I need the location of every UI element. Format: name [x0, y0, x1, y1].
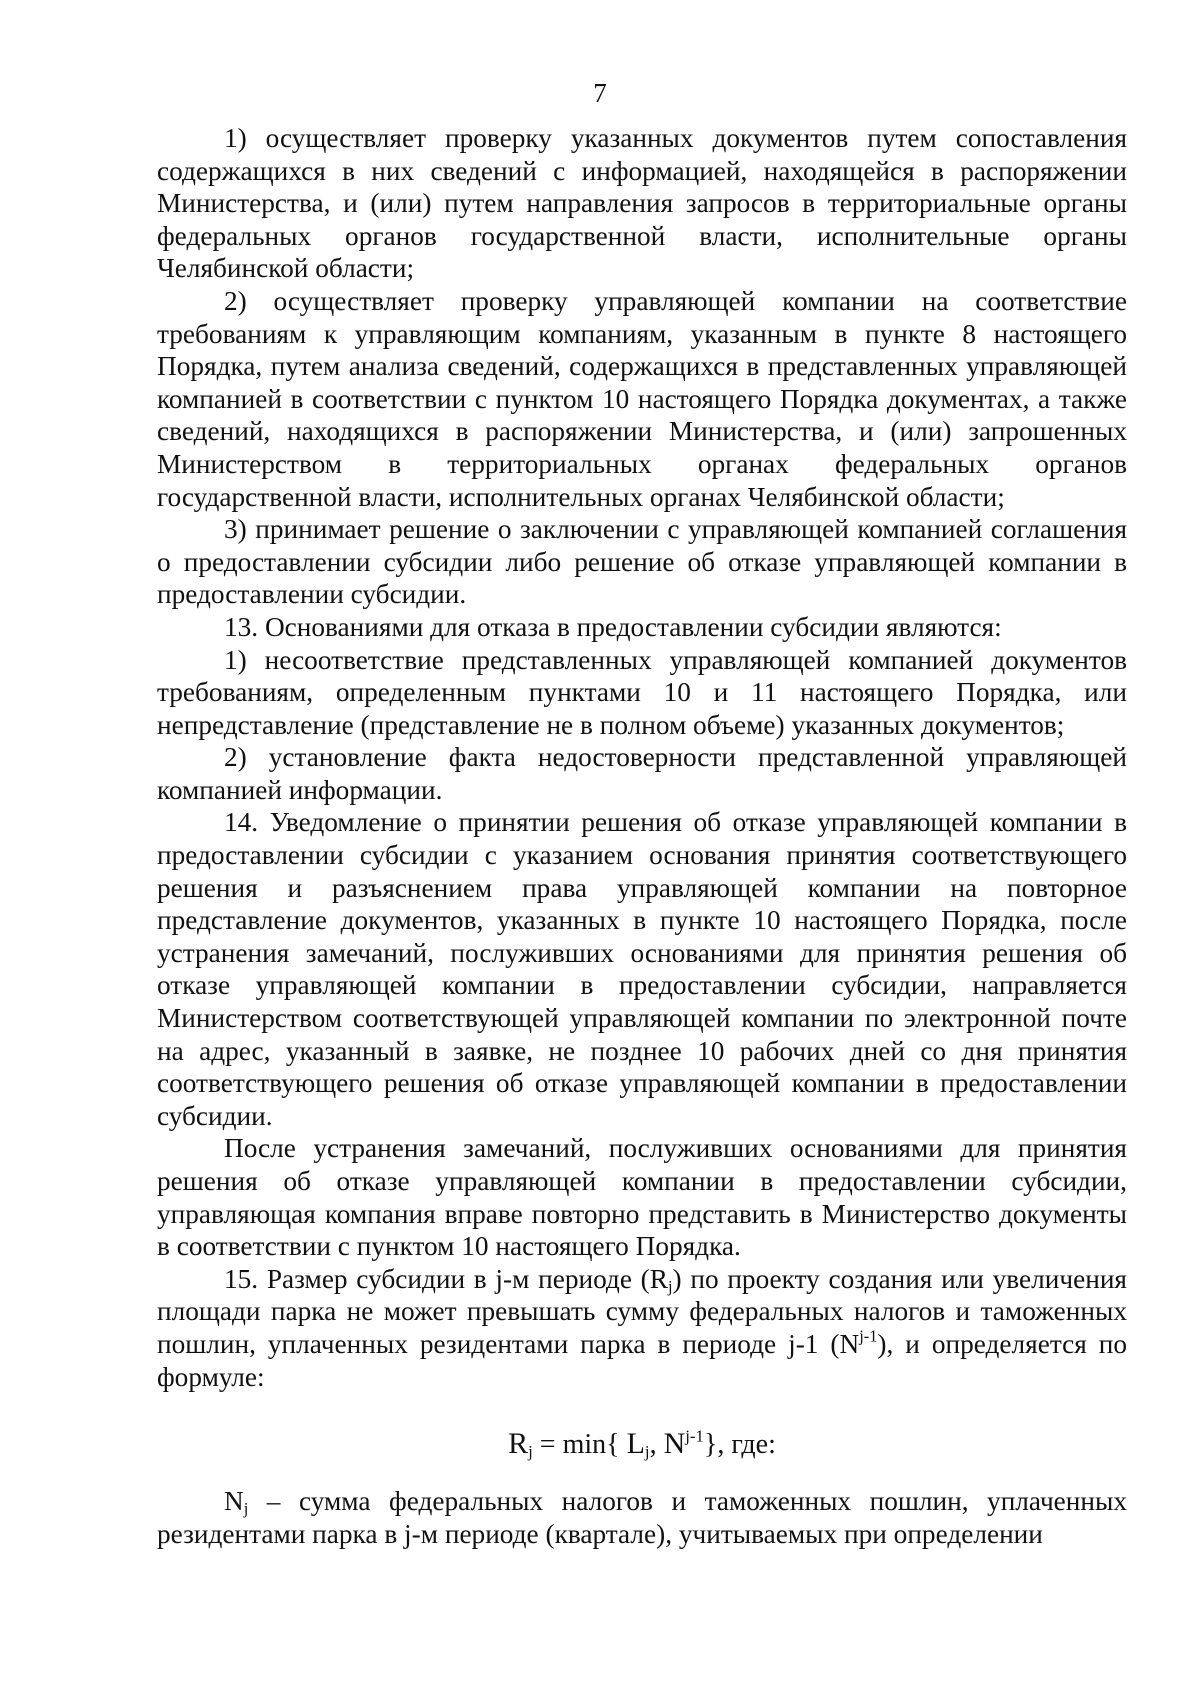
formula-n: N — [663, 1427, 686, 1461]
p15-text-1: 15. Размер субсидии в j-м периоде (R — [224, 1263, 668, 1294]
formula-eq-min: = min{ — [532, 1429, 627, 1461]
paragraph-12-1: 1) осуществляет проверку указанных документов путем сопоставления содержащихся в них сведений с информацией, находящейся в распоряжении Министерства, и (или) путем направления запросов в территориальные органы федеральных органов государственной власти, исполнительные органы Челябинской области; — [157, 123, 1127, 284]
formula-n-superscript: j-1 — [685, 1426, 704, 1446]
paragraph-13-2: 2) установление факта недостоверности представленной управляющей компанией информации. — [157, 742, 1127, 805]
formula-close: }, где: — [703, 1429, 776, 1461]
paragraph-12-3: 3) принимает решение о заключении с управляющей компанией соглашения о предоставлении субсидии либо решение об отказе управляющей компании в предоставлении субсидии. — [157, 514, 1127, 610]
formula-r: R — [508, 1427, 529, 1461]
paragraph-13: 13. Основаниями для отказа в предоставлении субсидии являются: — [224, 611, 1002, 642]
p15-text-3: ), и определяется по формуле: — [157, 1328, 1127, 1392]
p15-text-2: ) по проекту создания или увеличения площади парка не может превышать сумму федеральных налогов и таможенных пошлин, уплаченных резидентами парка в периоде j-1 (N — [157, 1263, 1127, 1359]
paragraph-13-1: 1) несоответствие представленных управляющей компанией документов требованиям, определенным пунктами 10 и 11 настоящего Порядка, или непредставление (представление не в полном объеме) указанных документов; — [157, 644, 1127, 740]
paragraph-15 — [157, 1263, 1127, 1393]
definition-nj — [157, 1485, 1127, 1550]
p15-subscript-j: j — [667, 1276, 673, 1296]
definition-text: – сумма федеральных налогов и таможенных пошлин, уплаченных резидентами парка в j-м периоде (квартале), учитываемых при определении — [157, 1486, 1127, 1549]
document-body — [157, 122, 1127, 1550]
paragraph-14-continuation: После устранения замечаний, послуживших основаниями для принятия решения об отказе управляющей компании в предоставлении субсидии, управляющая компания вправе повторно представить в Министерство документы в соответствии с пунктом 10 настоящего Порядка. — [157, 1133, 1127, 1262]
formula-l-subscript: j — [644, 1442, 650, 1462]
formula-comma: , — [649, 1429, 664, 1461]
p15-superscript-j-1: j-1 — [859, 1326, 878, 1346]
paragraph-12-2: 2) осуществляет проверку управляющей компании на соответствие требованиям к управляющим компаниям, указанным в пункте 8 настоящего Порядка, путем анализа сведений, содержащихся в представленных управляющей компанией в соответствии с пунктом 10 настоящего Порядка документах, а также сведений, находящихся в распоряжении Министерства, и (или) запрошенных Министерством в территориальных органах федеральных органов государственной власти, исполнительных органах Челябинской области; — [157, 285, 1127, 512]
formula-l: L — [626, 1427, 645, 1461]
page-number: 7 — [593, 78, 607, 108]
formula — [157, 1427, 1127, 1462]
formula-r-subscript: j — [528, 1442, 533, 1462]
definition-n-subscript: j — [243, 1499, 249, 1519]
paragraph-14: 14. Уведомление о принятии решения об отказе управляющей компании в предоставлении субсидии с указанием основания принятия соответствующего решения и разъяснением права управляющей компании на повторное представление документов, указанных в пункте 10 настоящего Порядка, после устранения замечаний, послуживших основаниями для принятия решения об отказе управляющей компании в предоставлении субсидии, направляется Министерством соответствующей управляющей компании по электронной почте на адрес, указанный в заявке, не позднее 10 рабочих дней со дня принятия соответствующего решения об отказе управляющей компании в предоставлении субсидии. — [157, 807, 1127, 1131]
definition-n: N — [224, 1486, 244, 1517]
